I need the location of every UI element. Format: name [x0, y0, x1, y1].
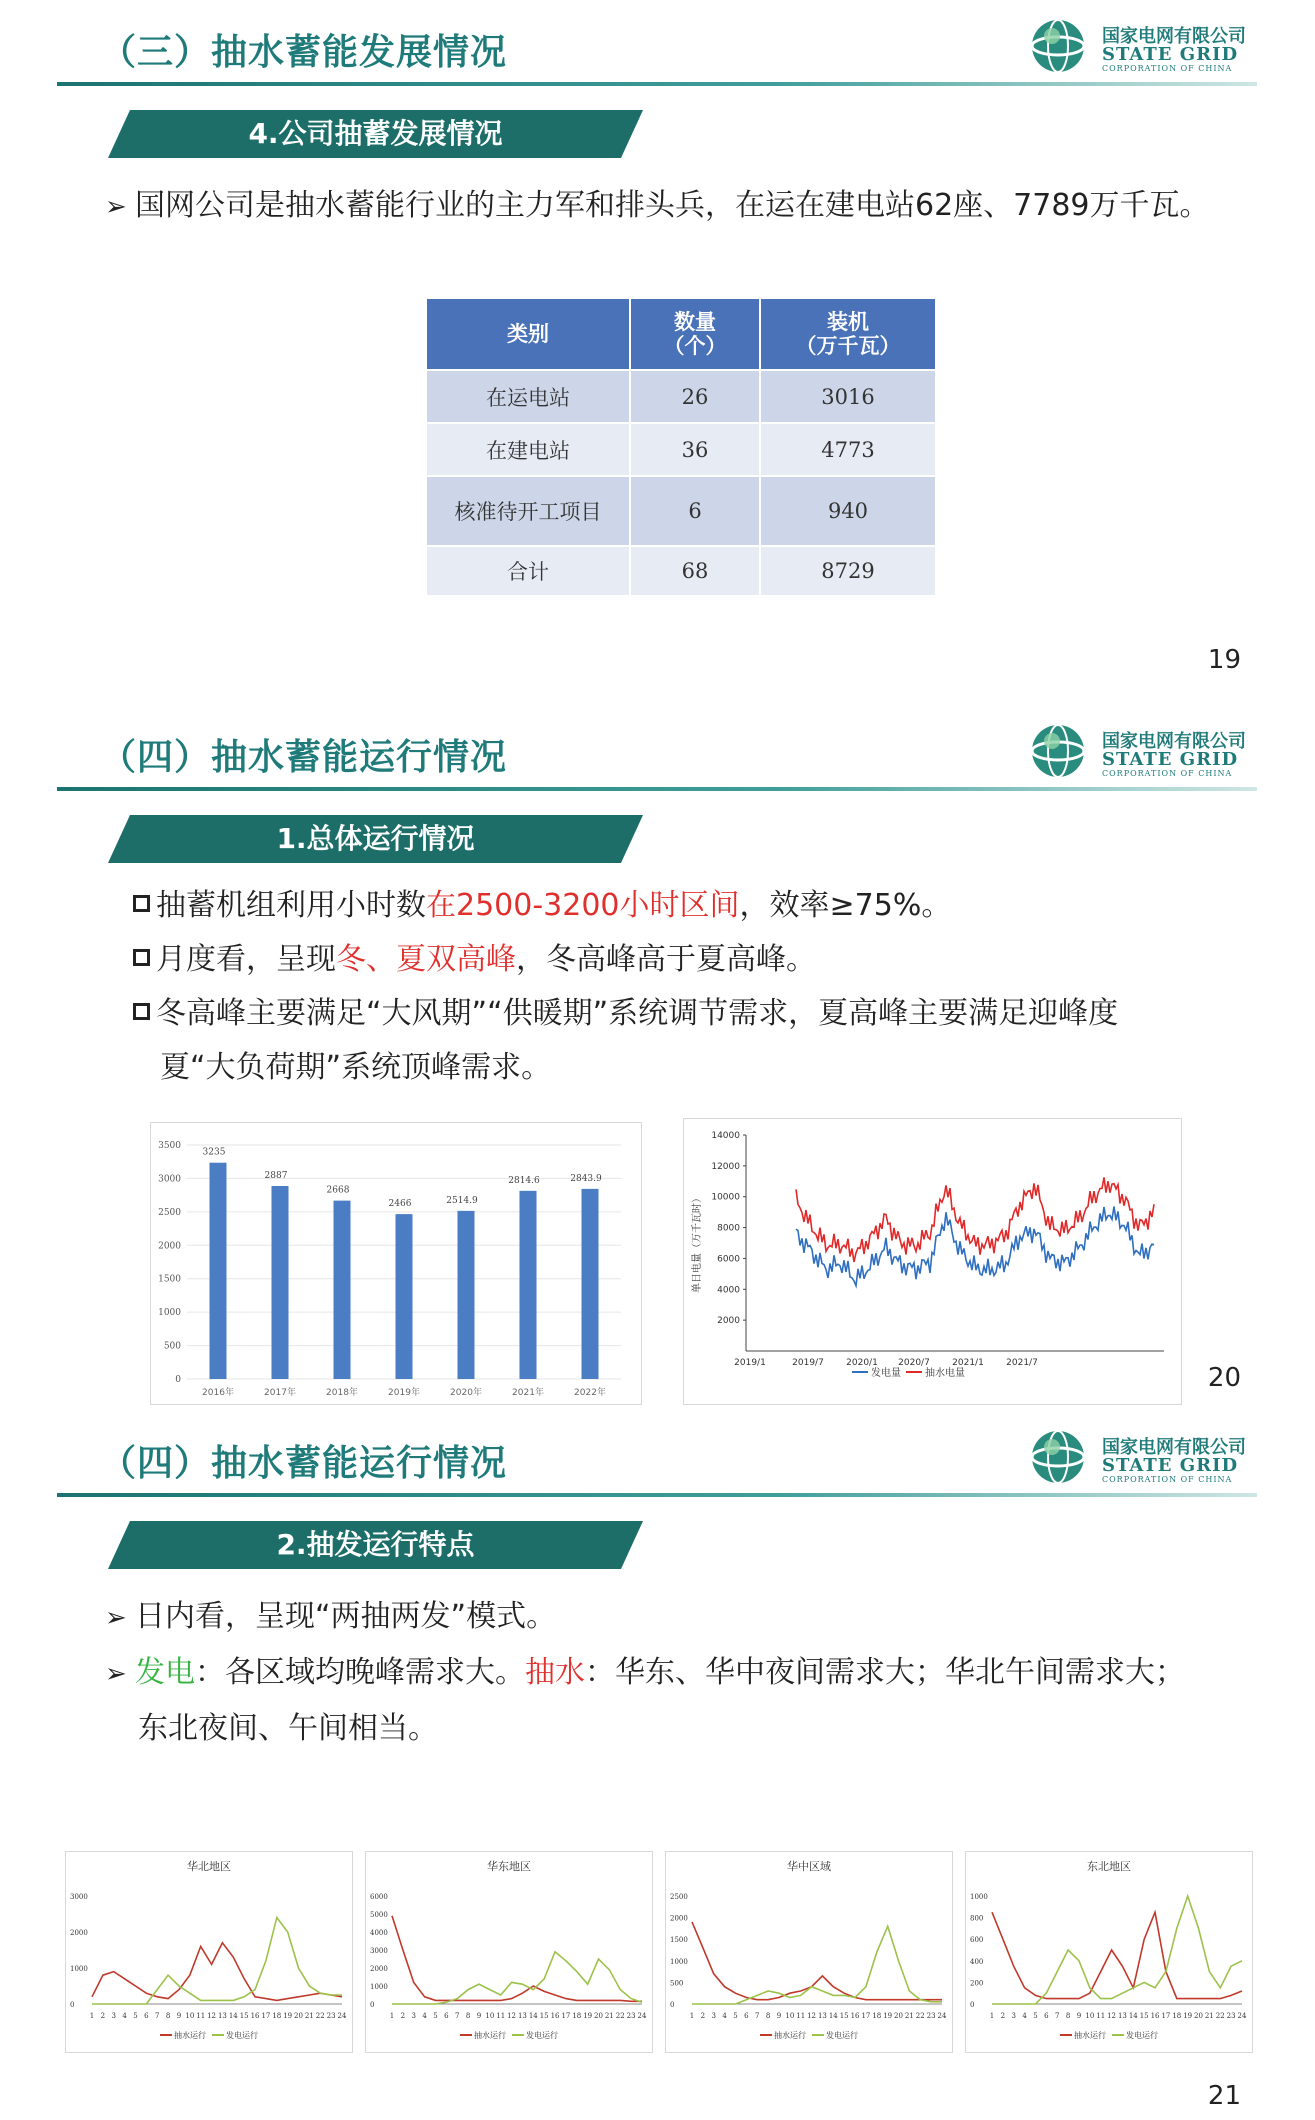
bullet-highlight: 冬、夏双高峰 [336, 942, 516, 977]
y-tick-label: 2000 [158, 1241, 181, 1252]
chart-title: 华中区域 [787, 1860, 831, 1873]
daily-energy-line-chart [683, 1118, 1182, 1405]
x-tick-label: 16 [550, 2012, 560, 2020]
y-tick-label: 600 [970, 1936, 984, 1945]
legend-label: 抽水电量 [925, 1368, 965, 1379]
x-tick-label: 13 [217, 2012, 227, 2020]
table-cell: 在建电站 [426, 423, 630, 476]
x-tick-label: 10 [185, 2012, 195, 2020]
globe-logo-icon [1030, 18, 1086, 74]
series-line [392, 1916, 642, 2002]
slide-19 [0, 0, 1315, 705]
globe-logo-icon [1030, 1429, 1086, 1485]
y-tick-label: 6000 [370, 1893, 388, 1901]
y-tick-label: 1000 [370, 1983, 388, 1991]
x-tick-label: 19 [283, 2012, 293, 2020]
x-tick-label: 7 [754, 2012, 760, 2020]
series-line [796, 1177, 1154, 1262]
bar [272, 1186, 289, 1379]
y-tick-label: 1500 [158, 1274, 181, 1285]
x-tick-label: 4 [722, 2012, 727, 2020]
chart-title: 华东地区 [487, 1860, 531, 1873]
y-tick-label: 2000 [717, 1316, 740, 1327]
y-tick-label: 3000 [70, 1893, 88, 1901]
series-line [992, 1896, 1242, 2004]
bullet-item [133, 934, 816, 978]
ribbon-text: 2.抽发运行特点 [276, 1528, 475, 1561]
slide-20 [0, 705, 1315, 1411]
x-tick-label: 3 [711, 2012, 716, 2020]
logo-english-sub: CORPORATION OF CHINA [1102, 769, 1233, 778]
x-tick-label: 18 [572, 2012, 582, 2020]
legend-label: 抽水运行 [1074, 2031, 1106, 2040]
bullet-highlight: 在2500-3200小时区间 [426, 888, 740, 923]
x-tick-label: 8 [465, 2012, 471, 2020]
x-tick-label: 10 [485, 2012, 495, 2020]
arrow-bullet-icon: ➢ [105, 1603, 127, 1633]
x-tick-label: 5 [133, 2012, 138, 2020]
x-tick-label: 12 [207, 2012, 217, 2020]
table-cell: 核准待开工项目 [426, 476, 630, 546]
x-tick-label: 16 [850, 2012, 860, 2020]
x-tick-label: 17 [861, 2012, 871, 2020]
table-cell: 在运电站 [426, 370, 630, 423]
x-tick-label: 2020年 [450, 1388, 482, 1398]
x-tick-label: 3 [411, 2012, 416, 2020]
arrow-bullet-icon: ➢ [105, 1659, 127, 1689]
section-title: （三）抽水蓄能发展情况 [100, 32, 508, 73]
y-tick-label: 6000 [717, 1254, 740, 1265]
y-tick-label: 2500 [670, 1893, 688, 1901]
table-header-count: 数量 （个） [630, 298, 760, 370]
x-tick-label: 4 [122, 2012, 127, 2020]
bullet-text: 夏“大负荷期”系统顶峰需求。 [160, 1050, 552, 1085]
x-tick-label: 7 [454, 2012, 460, 2020]
x-tick-label: 18 [1172, 2012, 1182, 2020]
x-tick-label: 21 [1204, 2012, 1214, 2020]
x-tick-label: 10 [1085, 2012, 1095, 2020]
bar [458, 1211, 475, 1379]
y-tick-label: 12000 [711, 1161, 740, 1172]
table-header-capacity: 装机 （万千瓦） [760, 298, 936, 370]
x-tick-label: 7 [154, 2012, 160, 2020]
ribbon-text: 4.公司抽蓄发展情况 [248, 117, 503, 150]
x-tick-label: 2021/7 [1006, 1358, 1038, 1368]
title-underline [57, 1493, 1257, 1497]
y-tick-label: 2500 [158, 1207, 181, 1218]
y-tick-label: 10000 [711, 1192, 740, 1203]
y-tick-label: 800 [970, 1914, 984, 1923]
legend-label: 抽水运行 [474, 2031, 506, 2040]
x-tick-label: 2 [1000, 2012, 1006, 2020]
y-tick-label: 3000 [158, 1174, 181, 1185]
bar-value-label: 2887 [264, 1170, 288, 1181]
square-bullet-icon [133, 895, 150, 912]
y-tick-label: 1000 [70, 1965, 88, 1973]
x-tick-label: 19 [883, 2012, 893, 2020]
x-tick-label: 11 [796, 2012, 806, 2020]
x-tick-label: 16 [1150, 2012, 1160, 2020]
y-tick-label: 8000 [717, 1223, 740, 1234]
bar-value-label: 2814.6 [508, 1175, 540, 1186]
x-tick-label: 4 [422, 2012, 427, 2020]
x-tick-label: 9 [476, 2012, 482, 2020]
table-cell: 940 [760, 476, 936, 546]
table-cell: 合计 [426, 546, 630, 596]
series-line [692, 1926, 942, 2004]
x-tick-label: 2016年 [202, 1388, 234, 1398]
subsection-ribbon [108, 815, 643, 863]
x-tick-label: 13 [1117, 2012, 1127, 2020]
x-tick-label: 15 [239, 2012, 249, 2020]
x-tick-label: 20 [594, 2012, 603, 2020]
x-tick-label: 24 [937, 2012, 947, 2020]
logo-english-name: STATE GRID [1102, 44, 1239, 65]
y-tick-label: 4000 [370, 1929, 388, 1937]
table-cell: 6 [630, 476, 760, 546]
bar [582, 1189, 599, 1379]
bullet-item [105, 1591, 556, 1635]
x-tick-label: 13 [817, 2012, 827, 2020]
x-tick-label: 2022年 [574, 1388, 606, 1398]
x-tick-label: 10 [785, 2012, 795, 2020]
x-tick-label: 19 [583, 2012, 593, 2020]
bullet-text: 冬高峰主要满足“大风期”“供暖期”系统调节需求，夏高峰主要满足迎峰度 [156, 996, 1119, 1031]
x-tick-label: 24 [1237, 2012, 1247, 2020]
title-underline [57, 787, 1257, 791]
y-tick-label: 0 [370, 2001, 375, 2009]
x-tick-label: 5 [1033, 2012, 1038, 2020]
table-row [426, 423, 936, 476]
subsection-ribbon [108, 1521, 643, 1569]
x-tick-label: 8 [165, 2012, 171, 2020]
bar [396, 1214, 413, 1379]
x-tick-label: 20 [894, 2012, 903, 2020]
bullet-text: ，效率≥75%。 [739, 888, 952, 923]
x-tick-label: 15 [539, 2012, 549, 2020]
legend-label: 发电运行 [226, 2031, 258, 2040]
x-tick-label: 6 [444, 2012, 449, 2020]
bullet-text: 日内看，呈现“两抽两发”模式。 [135, 1599, 557, 1634]
y-tick-label: 2000 [670, 1914, 688, 1923]
x-tick-label: 5 [733, 2012, 738, 2020]
x-tick-label: 21 [304, 2012, 314, 2020]
x-tick-label: 21 [604, 2012, 614, 2020]
page-number: 20 [1207, 1363, 1241, 1393]
logo-english-name: STATE GRID [1102, 749, 1239, 770]
y-tick-label: 3500 [158, 1141, 181, 1151]
bar [210, 1163, 227, 1379]
x-tick-label: 14 [1128, 2012, 1138, 2020]
x-tick-label: 9 [776, 2012, 782, 2020]
state-grid-logo [1030, 14, 1250, 78]
x-tick-label: 2018年 [326, 1388, 358, 1398]
x-tick-label: 5 [433, 2012, 438, 2020]
bullet-item [133, 988, 1118, 1032]
y-tick-label: 3000 [370, 1947, 388, 1955]
logo-chinese-name: 国家电网有限公司 [1102, 731, 1246, 752]
x-tick-label: 3 [1011, 2012, 1016, 2020]
bullet-highlight-green: 发电 [135, 1655, 195, 1690]
legend-label: 发电运行 [826, 2031, 858, 2040]
x-tick-label: 11 [496, 2012, 506, 2020]
y-tick-label: 2000 [70, 1929, 88, 1937]
x-tick-label: 22 [315, 2012, 325, 2020]
x-tick-label: 12 [507, 2012, 517, 2020]
bullet-text: 抽蓄机组利用小时数 [156, 888, 426, 923]
x-tick-label: 2 [100, 2012, 106, 2020]
globe-logo-icon [1030, 723, 1086, 779]
table-cell: 68 [630, 546, 760, 596]
y-tick-label: 200 [970, 1979, 984, 1988]
x-tick-label: 17 [261, 2012, 271, 2020]
legend-label: 抽水运行 [174, 2031, 206, 2040]
x-tick-label: 23 [326, 2012, 336, 2020]
bar [520, 1191, 537, 1379]
logo-chinese-name: 国家电网有限公司 [1102, 1437, 1246, 1458]
table-row [426, 370, 936, 423]
x-tick-label: 1 [689, 2012, 695, 2020]
x-tick-label: 14 [228, 2012, 238, 2020]
x-tick-label: 1 [89, 2012, 95, 2020]
table-cell: 4773 [760, 423, 936, 476]
x-tick-label: 23 [1226, 2012, 1236, 2020]
utilization-bar-chart [150, 1122, 642, 1405]
slide-21 [0, 1411, 1315, 2120]
x-tick-label: 11 [196, 2012, 206, 2020]
logo-chinese-name: 国家电网有限公司 [1102, 26, 1246, 47]
y-axis-label: 单日电量（万千瓦时） [692, 1193, 703, 1293]
central-china-chart [665, 1851, 953, 2053]
x-tick-label: 14 [828, 2012, 838, 2020]
y-tick-label: 500 [163, 1341, 181, 1352]
y-tick-label: 500 [670, 1979, 684, 1988]
logo-english-sub: CORPORATION OF CHINA [1102, 64, 1233, 73]
x-tick-label: 2017年 [264, 1388, 296, 1398]
x-tick-label: 23 [626, 2012, 636, 2020]
section-title: （四）抽水蓄能运行情况 [100, 737, 508, 778]
x-tick-label: 15 [1139, 2012, 1149, 2020]
x-tick-label: 24 [337, 2012, 347, 2020]
x-tick-label: 16 [250, 2012, 260, 2020]
x-tick-label: 19 [1183, 2012, 1193, 2020]
x-tick-label: 15 [839, 2012, 849, 2020]
title-underline [57, 82, 1257, 86]
bar-value-label: 3235 [202, 1147, 226, 1158]
x-tick-label: 17 [1161, 2012, 1171, 2020]
table-cell: 3016 [760, 370, 936, 423]
y-tick-label: 14000 [711, 1131, 740, 1141]
table-row [426, 546, 936, 596]
x-tick-label: 4 [1022, 2012, 1027, 2020]
bar [334, 1201, 351, 1379]
x-tick-label: 2020/1 [846, 1358, 878, 1368]
logo-english-name: STATE GRID [1102, 1455, 1239, 1476]
x-tick-label: 9 [1076, 2012, 1082, 2020]
bullet-text: 月度看，呈现 [156, 942, 336, 977]
y-tick-label: 1000 [670, 1957, 688, 1966]
bullet-continuation [160, 1042, 551, 1086]
x-tick-label: 22 [915, 2012, 925, 2020]
series-line [92, 1918, 342, 2004]
series-line [796, 1207, 1154, 1286]
bullet-text: ：各区域均晚峰需求大。 [195, 1655, 525, 1690]
state-grid-logo [1030, 1425, 1250, 1489]
x-tick-label: 12 [807, 2012, 817, 2020]
x-tick-label: 2021年 [512, 1388, 544, 1398]
northeast-chart [965, 1851, 1253, 2053]
x-tick-label: 2 [700, 2012, 706, 2020]
y-tick-label: 400 [970, 1957, 984, 1966]
bullet-text: ，冬高峰高于夏高峰。 [516, 942, 816, 977]
square-bullet-icon [133, 949, 150, 966]
x-tick-label: 11 [1096, 2012, 1106, 2020]
section-title: （四）抽水蓄能运行情况 [100, 1443, 508, 1484]
bar-value-label: 2466 [388, 1199, 412, 1210]
page-number: 21 [1207, 2081, 1241, 2111]
page-number: 19 [1207, 645, 1241, 675]
x-tick-label: 13 [517, 2012, 527, 2020]
y-tick-label: 1500 [670, 1936, 688, 1945]
bullet-highlight-red: 抽水 [525, 1655, 585, 1690]
x-tick-label: 2021/1 [952, 1358, 984, 1368]
state-grid-logo [1030, 719, 1250, 783]
x-tick-label: 2020/7 [898, 1358, 930, 1368]
bullet-item [105, 1647, 1185, 1691]
y-tick-label: 1000 [970, 1893, 988, 1901]
station-table [425, 297, 937, 597]
x-tick-label: 18 [872, 2012, 882, 2020]
bar-value-label: 2668 [326, 1185, 350, 1196]
ribbon-text: 1.总体运行情况 [276, 822, 475, 855]
x-tick-label: 17 [561, 2012, 571, 2020]
x-tick-label: 18 [272, 2012, 282, 2020]
east-china-chart [365, 1851, 653, 2053]
bar-value-label: 2843.9 [570, 1173, 602, 1184]
x-tick-label: 2019/7 [792, 1358, 824, 1368]
series-line [92, 1943, 342, 2001]
y-tick-label: 0 [175, 1375, 181, 1385]
x-tick-label: 8 [765, 2012, 771, 2020]
x-tick-label: 2019/1 [734, 1358, 766, 1368]
subsection-ribbon [108, 110, 643, 158]
y-tick-label: 0 [670, 2001, 675, 2009]
x-tick-label: 20 [1194, 2012, 1203, 2020]
x-tick-label: 6 [144, 2012, 149, 2020]
bullet-continuation [138, 1703, 438, 1747]
x-tick-label: 3 [111, 2012, 116, 2020]
table-cell: 8729 [760, 546, 936, 596]
x-tick-label: 1 [989, 2012, 995, 2020]
bar-value-label: 2514.9 [446, 1195, 478, 1206]
bullet-text: ：华东、华中夜间需求大；华北午间需求大； [585, 1655, 1185, 1690]
x-tick-label: 21 [904, 2012, 914, 2020]
x-tick-label: 2 [400, 2012, 406, 2020]
y-tick-label: 1000 [158, 1308, 181, 1319]
square-bullet-icon [133, 1003, 150, 1020]
legend-label: 发电运行 [1126, 2031, 1158, 2040]
table-cell: 36 [630, 423, 760, 476]
x-tick-label: 22 [1215, 2012, 1225, 2020]
x-tick-label: 20 [294, 2012, 303, 2020]
bullet-text: 国网公司是抽水蓄能行业的主力军和排头兵，在运在建电站62座、7789万千瓦。 [135, 188, 1210, 223]
x-tick-label: 12 [1107, 2012, 1117, 2020]
north-china-chart [65, 1851, 353, 2053]
legend-label: 发电运行 [526, 2031, 558, 2040]
x-tick-label: 22 [615, 2012, 625, 2020]
x-tick-label: 14 [528, 2012, 538, 2020]
x-tick-label: 24 [637, 2012, 647, 2020]
x-tick-label: 23 [926, 2012, 936, 2020]
table-header-category: 类别 [426, 298, 630, 370]
table-row [426, 476, 936, 546]
x-tick-label: 6 [1044, 2012, 1049, 2020]
bullet-text: 东北夜间、午间相当。 [138, 1711, 438, 1746]
x-tick-label: 2019年 [388, 1388, 420, 1398]
legend-label: 发电量 [871, 1368, 901, 1379]
x-tick-label: 9 [176, 2012, 182, 2020]
x-tick-label: 1 [389, 2012, 395, 2020]
x-tick-label: 6 [744, 2012, 749, 2020]
y-tick-label: 0 [970, 2001, 975, 2009]
y-tick-label: 2000 [370, 1965, 388, 1973]
y-tick-label: 5000 [370, 1911, 388, 1919]
chart-title: 华北地区 [187, 1860, 231, 1873]
x-tick-label: 8 [1065, 2012, 1071, 2020]
x-tick-label: 7 [1054, 2012, 1060, 2020]
legend-label: 抽水运行 [774, 2031, 806, 2040]
y-tick-label: 0 [70, 2001, 75, 2009]
table-cell: 26 [630, 370, 760, 423]
y-tick-label: 4000 [717, 1285, 740, 1296]
bullet-item [105, 180, 1210, 224]
bullet-item [133, 880, 951, 924]
logo-english-sub: CORPORATION OF CHINA [1102, 1475, 1233, 1484]
chart-title: 东北地区 [1087, 1860, 1131, 1873]
arrow-bullet-icon: ➢ [105, 192, 127, 222]
